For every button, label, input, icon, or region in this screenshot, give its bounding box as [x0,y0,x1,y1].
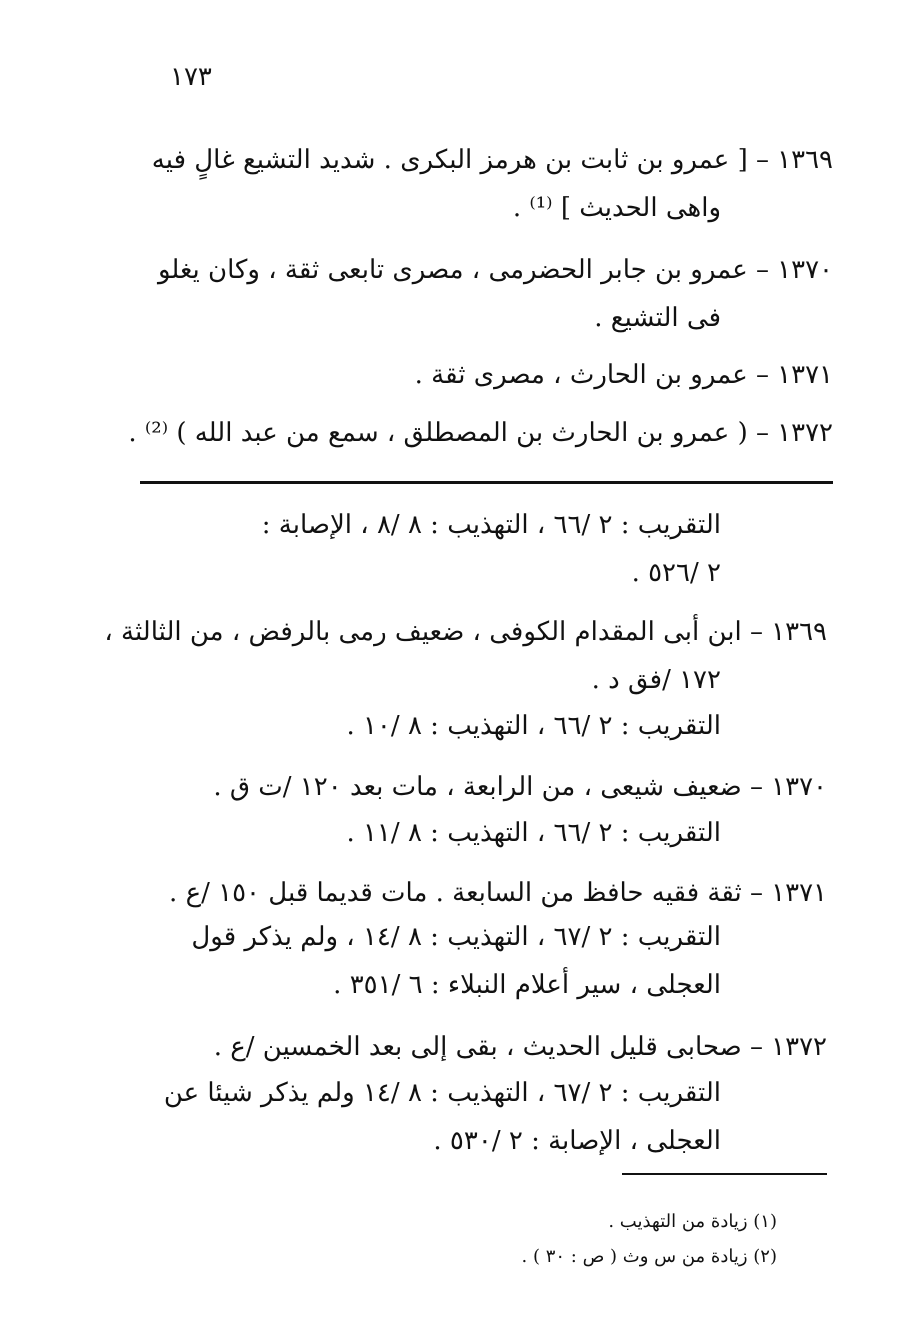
note-1372-number: ١٣٧٢ [771,1032,827,1062]
note-1370-line-1: – ضعيف شيعى ، من الرابعة ، مات بعد ١٢٠ /ت ق . [213,772,763,802]
note-1369-number: ١٣٦٩ [771,617,827,647]
note-1370-line-2: التقريب : ٢ /٦٦ ، التهذيب : ٨ /١١ . [346,818,721,848]
note-1369-line-1: – ابن أبى المقدام الكوفى ، ضعيف رمى بالرفض ، من الثالثة ، [104,617,763,647]
notes-intro-line-1: التقريب : ٢ /٦٦ ، التهذيب : ٨ /٨ ، الإصابة : [261,510,721,540]
entry-1370-line-1: – عمرو بن جابر الحضرمى ، مصرى تابعى ثقة ، وكان يغلو [157,255,769,285]
footnote-2: (٢) زيادة من س وث ( ص : ٣٠ ) . [521,1246,777,1267]
note-1371-line-1: – ثقة فقيه حافظ من السابعة . مات قديما قبل ١٥٠ /ع . [169,878,763,908]
entry-1369-number: ١٣٦٩ [777,145,833,175]
footnote-1: (١) زيادة من التهذيب . [608,1211,777,1232]
note-1372-line-2: التقريب : ٢ /٦٧ ، التهذيب : ٨ /١٤ ولم يذكر شيئا عن [163,1078,721,1108]
page-number: ١٧٣ [170,62,212,92]
note-1371-line-2: التقريب : ٢ /٦٧ ، التهذيب : ٨ /١٤ ، ولم يذكر قول [191,922,721,952]
note-1369-line-2: ١٧٢ /فق د . [591,665,721,695]
entry-1369-line-2: واهى الحديث ] ⁽¹⁾ . [512,193,721,223]
entry-1371-line-1: – عمرو بن الحارث ، مصرى ثقة . [414,360,769,390]
note-1372-line-1: – صحابى قليل الحديث ، بقى إلى بعد الخمسين /ع . [213,1032,763,1062]
entry-1371-number: ١٣٧١ [777,360,833,390]
notes-intro-line-2: ٢ /٥٢٦ . [631,558,721,588]
note-1371-number: ١٣٧١ [771,878,827,908]
entry-1370-line-2: فى التشيع . [594,303,721,333]
note-1372-line-3: العجلى ، الإصابة : ٢ /٥٣٠ . [433,1126,721,1156]
note-1371-line-3: العجلى ، سير أعلام النبلاء : ٦ /٣٥١ . [333,970,721,1000]
entry-1369-line-1: – [ عمرو بن ثابت بن هرمز البكرى . شديد التشيع غالٍ فيه [151,145,769,175]
main-text-divider [140,481,833,484]
entry-1370-number: ١٣٧٠ [777,255,833,285]
footnote-divider [622,1173,827,1175]
note-1369-line-3: التقريب : ٢ /٦٦ ، التهذيب : ٨ /١٠ . [346,711,721,741]
entry-1372-line-1: – ( عمرو بن الحارث بن المصطلق ، سمع من عبد الله ) ⁽²⁾ . [128,418,769,448]
note-1370-number: ١٣٧٠ [771,772,827,802]
entry-1372-number: ١٣٧٢ [777,418,833,448]
